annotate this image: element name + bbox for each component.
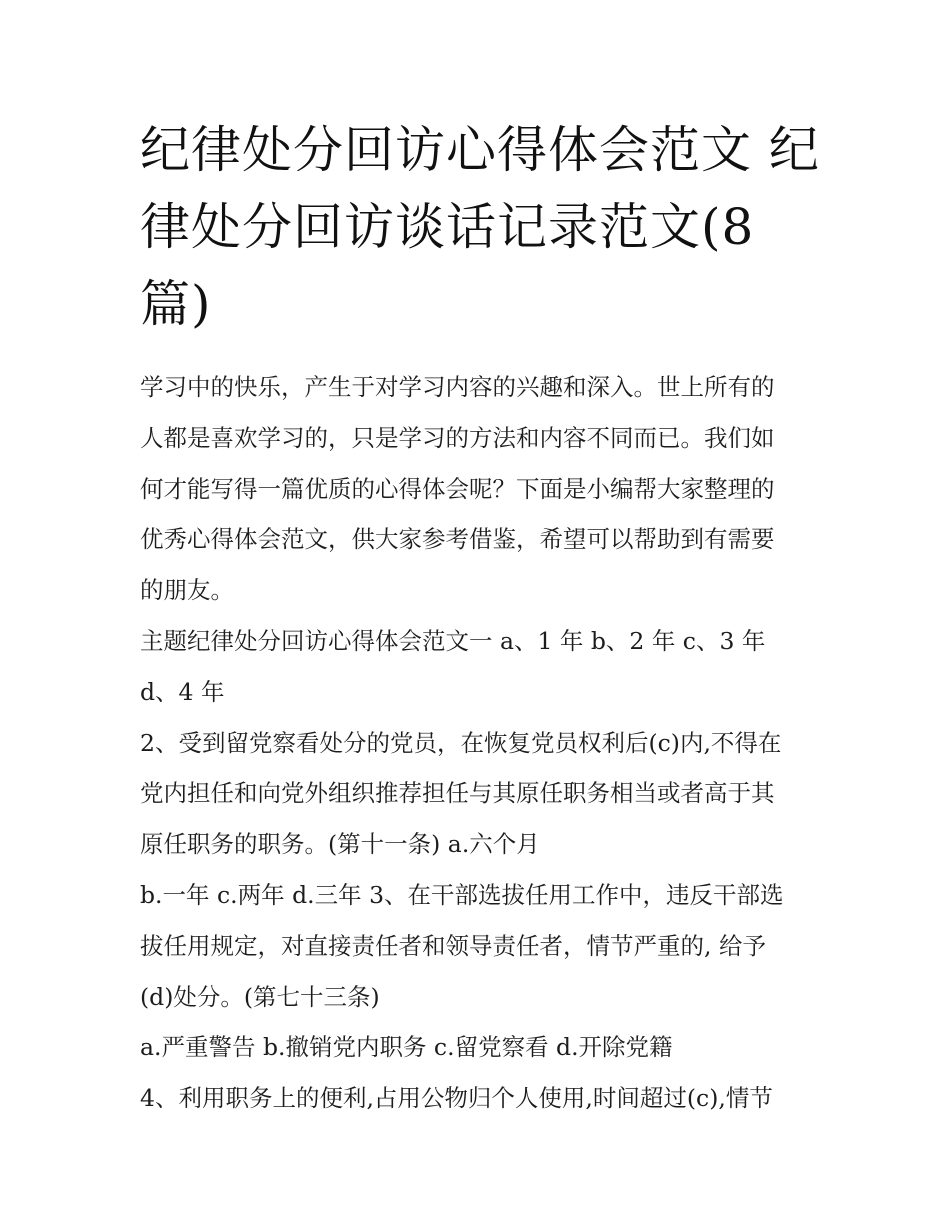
document-title (140, 112, 820, 343)
body-line: 4、利用职务上的便利,占用公物归个人使用,时间超过(c),情节 (140, 1084, 773, 1113)
body-line: 拔任用规定，对直接责任者和领导责任者，情节严重的, 给予 (140, 931, 766, 960)
title-line: 纪律处分回访心得体会范文 纪 (140, 121, 820, 179)
body-line: 党内担任和向党外组织推荐担任与其原任职务相当或者高于其 (140, 779, 775, 808)
title-line: 律处分回访谈话记录范文(8 (140, 198, 755, 256)
body-line: 学习中的快乐，产生于对学习内容的兴趣和深入。世上所有的 (140, 373, 775, 401)
body-line: 2、受到留党察看处分的党员，在恢复党员权利后(c)内,不得在 (140, 728, 782, 757)
title-line: 篇) (140, 275, 212, 333)
body-line: (d)处分。(第七十三条) (140, 982, 380, 1011)
body-line: 原任职务的职务。(第十一条) a.六个月 (140, 830, 540, 859)
body-line: a.严重警告 b.撤销党内职务 c.留党察看 d.开除党籍 (140, 1033, 673, 1062)
body-line: 何才能写得一篇优质的心得体会呢？下面是小编帮大家整理的 (140, 474, 775, 503)
body-line: 的朋友。 (140, 576, 234, 605)
body-line: d、4 年 (140, 677, 225, 706)
document-page (140, 112, 820, 1124)
body-line: 人都是喜欢学习的，只是学习的方法和内容不同而已。我们如 (140, 423, 775, 452)
body-line: 主题纪律处分回访心得体会范文一 a、1 年 b、2 年 c、3 年 (140, 626, 766, 655)
body-line: b.一年 c.两年 d.三年 3、在干部选拔任用工作中，违反干部选 (140, 880, 784, 909)
body-line: 优秀心得体会范文，供大家参考借鉴，希望可以帮助到有需要 (140, 525, 775, 554)
document-body (140, 362, 820, 1124)
